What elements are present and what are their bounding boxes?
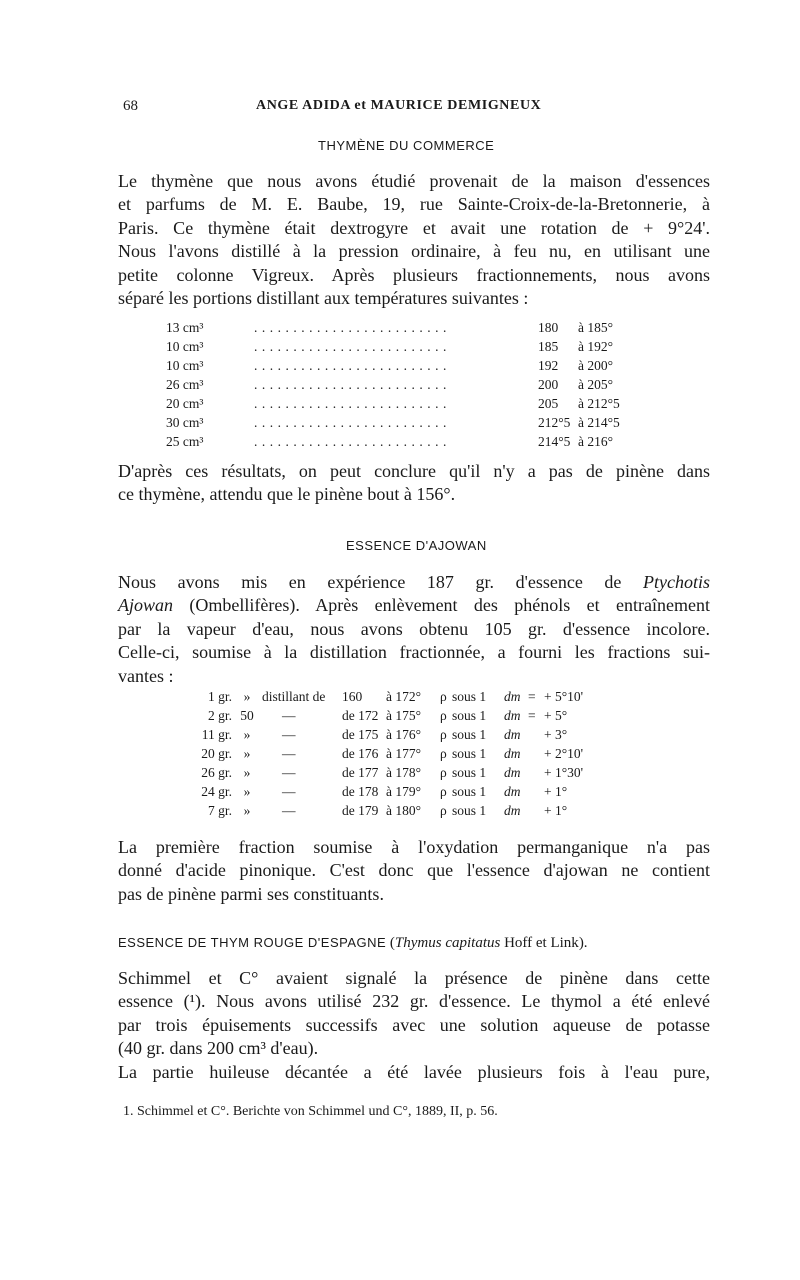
paragraph-line: (40 gr. dans 200 cm³ d'eau). [118,1038,319,1059]
rho-symbol: ρ [440,746,447,761]
text-run: (Ombellifères). Après enlèvement des phénols et entraînement [173,595,710,616]
fraction-sous: sous 1 [452,708,487,723]
fraction-to: à 178° [386,765,422,780]
fraction-separator: — [282,765,296,780]
fraction-mass: 20 gr. [201,746,232,761]
fraction-to: à 185° [578,320,614,335]
fraction-from: 180 [538,320,559,335]
leader-dots: ......................... [254,434,451,449]
fraction-separator: — [282,746,296,761]
fraction-unit: dm [504,689,521,704]
fraction-volume: 10 cm³ [166,358,204,373]
table-row [166,432,620,451]
fraction-volume: 13 cm³ [166,320,204,335]
fraction-unit: dm [504,727,521,742]
section-title-text: ESSENCE DE THYM ROUGE D'ESPAGNE [118,935,387,950]
ajowan-paragraph [118,571,710,688]
paragraph-line: petite colonne Vigreux. Après plusieurs fractionnements, nous avons [118,264,710,285]
table-row [166,394,620,413]
paragraph-line: essence (¹). Nous avons utilisé 232 gr. d'essence. Le thymol a été enlevé [118,991,710,1012]
fraction-to: à 179° [386,784,422,799]
fraction-unit: dm [504,784,521,799]
paragraph-line: par la vapeur d'eau, nous avons obtenu 105 gr. d'essence incolore. [118,618,710,639]
fraction-mass-decimal: » [243,746,251,761]
fraction-rotation: + 2°10' [544,746,584,761]
thym-rouge-paragraph [118,967,710,1084]
leader-dots: ......................... [254,339,451,354]
rho-symbol: ρ [440,708,447,723]
rho-symbol: ρ [440,765,447,780]
fraction-separator: — [282,784,296,799]
leader-dots: ......................... [254,358,451,373]
fraction-separator: — [282,803,296,818]
species-name: Ajowan [118,595,174,616]
paragraph-line: et parfums de M. E. Baube, 19, rue Sainte-Croix-de-la-Bretonnerie, à [118,194,710,215]
fraction-volume: 20 cm³ [166,396,204,411]
thymene-conclusion [118,460,710,507]
fraction-from: 205 [538,396,559,411]
footnote [123,1104,498,1120]
footnote-number: 1. [123,1104,134,1119]
fraction-sous: sous 1 [452,784,487,799]
leader-dots: ......................... [254,396,451,411]
paragraph-line [118,594,710,617]
fraction-mass-decimal: 50 [240,708,254,723]
title-open-paren: ( [386,935,395,951]
footnote-text: Schimmel et C°. Berichte von Schimmel und C°, 1889, II, p. 56. [137,1104,498,1119]
fraction-mass-decimal: » [243,803,251,818]
fraction-rotation: + 3° [544,727,568,742]
fraction-rotation: + 1° [544,803,568,818]
fraction-sous: sous 1 [452,803,487,818]
title-close-paren: ). [578,935,588,951]
fraction-mass: 26 gr. [201,765,232,780]
fraction-rotation: + 1° [544,784,568,799]
paragraph-line: donné d'acide pinonique. C'est donc que l'essence d'ajowan ne contient [118,860,710,881]
fraction-volume: 26 cm³ [166,377,204,392]
table-row [190,763,583,782]
equals-sign [528,801,544,820]
paragraph-line: D'après ces résultats, on peut conclure qu'il n'y a pas de pinène dans [118,461,710,481]
fraction-mass: 1 gr. [207,689,232,704]
fraction-to: à 216° [578,434,614,449]
rho-symbol: ρ [440,784,447,799]
table-row [190,801,583,820]
fraction-to: à 205° [578,377,614,392]
paragraph-line: La première fraction soumise à l'oxydation permanganique n'a pas [118,837,710,857]
paragraph-line: ce thymène, attendu que le pinène bout à 156°. [118,484,456,505]
fraction-from: de 172 [342,708,379,723]
paragraph-line: La partie huileuse décantée a été lavée plusieurs fois à l'eau pure, [118,1061,710,1082]
paragraph-line: par trois épuisements successifs avec une solution aqueuse de potasse [118,1014,710,1035]
thymene-paragraph [118,170,710,310]
equals-sign [528,725,544,744]
running-header-authors: ANGE ADIDA et MAURICE DEMIGNEUX [256,98,542,113]
equals-sign: = [528,689,536,704]
rho-symbol: ρ [440,727,447,742]
fraction-from: de 179 [342,803,379,818]
fraction-to: à 192° [578,339,614,354]
equals-sign [528,744,544,763]
table-row [166,375,620,394]
fraction-separator: — [282,708,296,723]
section-title-ajowan: ESSENCE D'AJOWAN [346,538,487,553]
fraction-mass-decimal: » [243,765,251,780]
fraction-from: 212°5 [538,415,571,430]
fraction-to: à 180° [386,803,422,818]
paragraph-line: Nous l'avons distillé à la pression ordinaire, à feu nu, en utilisant une [118,241,710,262]
table-row [166,356,620,375]
equals-sign: = [528,708,536,723]
fraction-rotation: + 5° [544,708,568,723]
fraction-mass: 24 gr. [201,784,232,799]
fraction-from: 214°5 [538,434,571,449]
fraction-to: à 172° [386,689,422,704]
fraction-separator: distillant de [262,689,326,704]
species-name: Ptychotis [643,572,710,592]
table-row [190,725,583,744]
fraction-rotation: + 1°30' [544,765,584,780]
fraction-unit: dm [504,765,521,780]
fraction-from: de 175 [342,727,379,742]
table-row [190,706,583,725]
paragraph-line: Paris. Ce thymène était dextrogyre et avait une rotation de + 9°24'. [118,217,710,238]
page-number: 68 [123,98,138,114]
paragraph-line: Celle-ci, soumise à la distillation fractionnée, a fourni les fractions sui- [118,642,710,663]
leader-dots: ......................... [254,377,451,392]
paragraph-line: séparé les portions distillant aux températures suivantes : [118,288,529,309]
table-row [190,782,583,801]
fraction-mass-decimal: » [243,689,251,704]
fraction-mass-decimal: » [243,727,251,742]
fraction-sous: sous 1 [452,765,487,780]
fraction-to: à 176° [386,727,422,742]
fraction-rotation: + 5°10' [544,689,584,704]
ajowan-conclusion [118,836,710,906]
paragraph-line: Schimmel et C° avaient signalé la présence de pinène dans cette [118,968,710,988]
species-name: Thymus capitatus [394,935,501,951]
leader-dots: ......................... [254,320,451,335]
paragraph-line: pas de pinène parmi ses constituants. [118,883,384,904]
fraction-to: à 212°5 [578,396,620,411]
equals-sign [528,763,544,782]
section-title-thym-rouge [118,934,588,952]
fraction-mass: 7 gr. [207,803,232,818]
fraction-to: à 214°5 [578,415,620,430]
fraction-sous: sous 1 [452,746,487,761]
fraction-volume: 30 cm³ [166,415,204,430]
fraction-from: de 177 [342,765,379,780]
fraction-from: 192 [538,358,559,373]
fraction-mass: 2 gr. [207,708,232,723]
fraction-mass-decimal: » [243,784,251,799]
fraction-unit: dm [504,746,521,761]
fraction-from: de 178 [342,784,379,799]
fraction-from: 200 [538,377,559,392]
fraction-sous: sous 1 [452,689,487,704]
thymene-fraction-table [166,318,620,451]
equals-sign [528,782,544,801]
fraction-mass: 11 gr. [201,727,232,742]
table-row [166,337,620,356]
fraction-unit: dm [504,708,521,723]
table-row [190,687,583,706]
fraction-volume: 25 cm³ [166,434,204,449]
paragraph-line: Le thymène que nous avons étudié provenait de la maison d'essences [118,171,710,191]
fraction-from: de 176 [342,746,379,761]
table-row [166,413,620,432]
rho-symbol: ρ [440,689,447,704]
fraction-separator: — [282,727,296,742]
table-row [166,318,620,337]
fraction-from: 160 [342,689,363,704]
ajowan-fraction-table [190,687,583,820]
text-run: Nous avons mis en expérience 187 gr. d'essence de [118,572,644,592]
fraction-unit: dm [504,803,521,818]
fraction-sous: sous 1 [452,727,487,742]
leader-dots: ......................... [254,415,451,430]
species-authority: Hoff et Link [504,935,579,951]
fraction-to: à 200° [578,358,614,373]
table-row [190,744,583,763]
paragraph-line: vantes : [118,665,174,686]
section-title-thymene: THYMÈNE DU COMMERCE [318,138,495,153]
fraction-from: 185 [538,339,559,354]
fraction-to: à 175° [386,708,422,723]
fraction-to: à 177° [386,746,422,761]
rho-symbol: ρ [440,803,447,818]
fraction-volume: 10 cm³ [166,339,204,354]
paragraph-line [118,571,710,594]
